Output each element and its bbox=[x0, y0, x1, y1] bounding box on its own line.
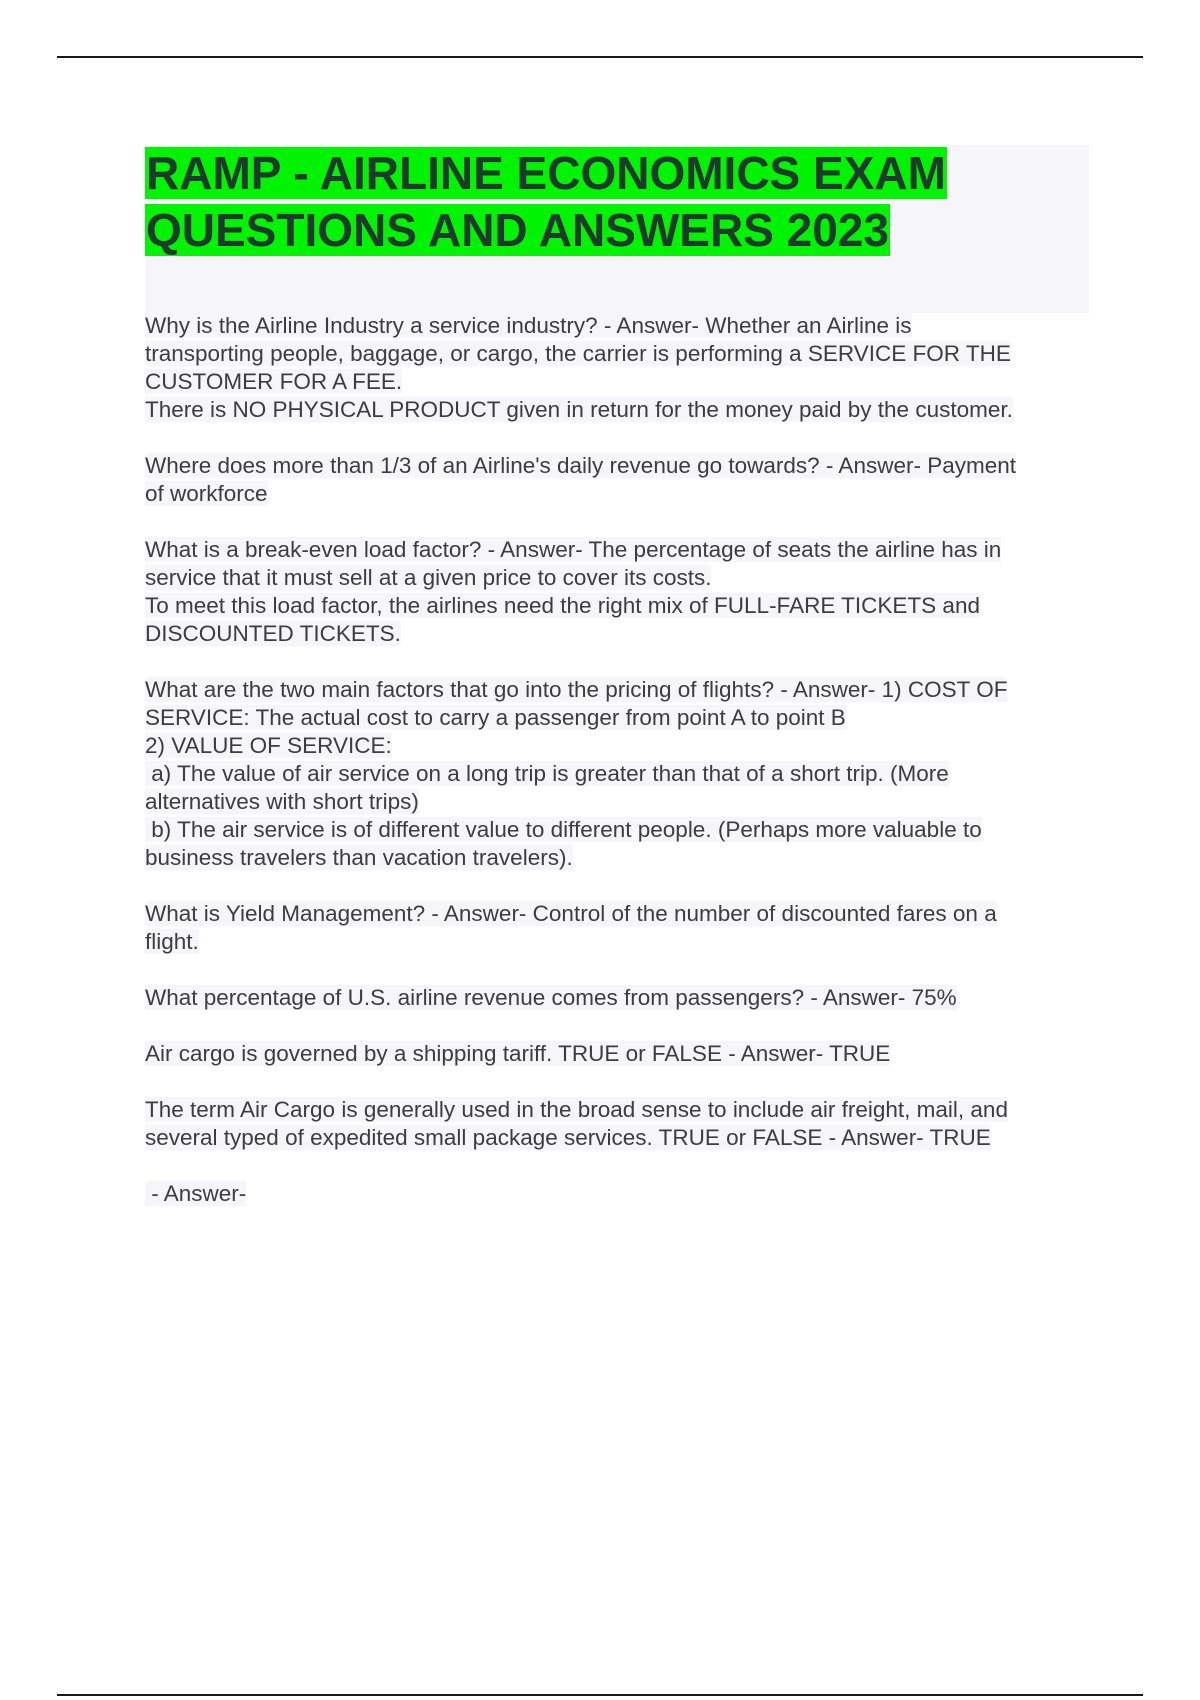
qa-item bbox=[145, 984, 1095, 1012]
qa-item bbox=[145, 1040, 1095, 1068]
qa-line: of workforce bbox=[145, 481, 268, 506]
title-line: RAMP - AIRLINE ECONOMICS EXAM bbox=[146, 147, 946, 199]
qa-line: flight. bbox=[145, 929, 199, 954]
qa-item bbox=[145, 452, 1095, 508]
qa-list bbox=[145, 312, 1095, 1236]
qa-line: a) The value of air service on a long trip is greater than that of a short trip. (More bbox=[145, 761, 949, 786]
qa-item bbox=[145, 312, 1095, 424]
footer-rule bbox=[57, 1694, 1143, 1696]
qa-line: There is NO PHYSICAL PRODUCT given in return for the money paid by the customer. bbox=[145, 397, 1013, 422]
qa-line: DISCOUNTED TICKETS. bbox=[145, 621, 401, 646]
qa-line: alternatives with short trips) bbox=[145, 789, 419, 814]
qa-line: CUSTOMER FOR A FEE. bbox=[145, 369, 403, 394]
qa-item bbox=[145, 676, 1095, 872]
qa-item bbox=[145, 536, 1095, 648]
title-block bbox=[145, 145, 1089, 313]
qa-line: several typed of expedited small package services. TRUE or FALSE - Answer- TRUE bbox=[145, 1125, 991, 1150]
qa-item bbox=[145, 1180, 1095, 1208]
qa-line: Where does more than 1/3 of an Airline's daily revenue go towards? - Answer- Payment bbox=[145, 453, 1016, 478]
qa-item bbox=[145, 1096, 1095, 1152]
qa-line: transporting people, baggage, or cargo, the carrier is performing a SERVICE FOR THE bbox=[145, 341, 1011, 366]
qa-line: What are the two main factors that go into the pricing of flights? - Answer- 1) COST OF bbox=[145, 677, 1008, 702]
qa-line: What is a break-even load factor? - Answer- The percentage of seats the airline has in bbox=[145, 537, 1002, 562]
qa-item bbox=[145, 900, 1095, 956]
qa-line: Air cargo is governed by a shipping tariff. TRUE or FALSE - Answer- TRUE bbox=[145, 1041, 891, 1066]
header-rule bbox=[57, 56, 1143, 58]
qa-line: To meet this load factor, the airlines need the right mix of FULL-FARE TICKETS and bbox=[145, 593, 980, 618]
qa-line: - Answer- bbox=[145, 1181, 247, 1206]
qa-line: SERVICE: The actual cost to carry a passenger from point A to point B bbox=[145, 705, 846, 730]
qa-line: business travelers than vacation travelers). bbox=[145, 845, 573, 870]
document-title bbox=[145, 145, 1089, 259]
qa-line: What is Yield Management? - Answer- Control of the number of discounted fares on a bbox=[145, 901, 997, 926]
qa-line: 2) VALUE OF SERVICE: bbox=[145, 733, 392, 758]
qa-line: What percentage of U.S. airline revenue comes from passengers? - Answer- 75% bbox=[145, 985, 957, 1010]
qa-line: b) The air service is of different value to different people. (Perhaps more valuable to bbox=[145, 817, 982, 842]
title-line: QUESTIONS AND ANSWERS 2023 bbox=[146, 204, 889, 256]
qa-line: Why is the Airline Industry a service industry? - Answer- Whether an Airline is bbox=[145, 313, 912, 338]
qa-line: The term Air Cargo is generally used in the broad sense to include air freight, mail, and bbox=[145, 1097, 1008, 1122]
qa-line: service that it must sell at a given price to cover its costs. bbox=[145, 565, 712, 590]
